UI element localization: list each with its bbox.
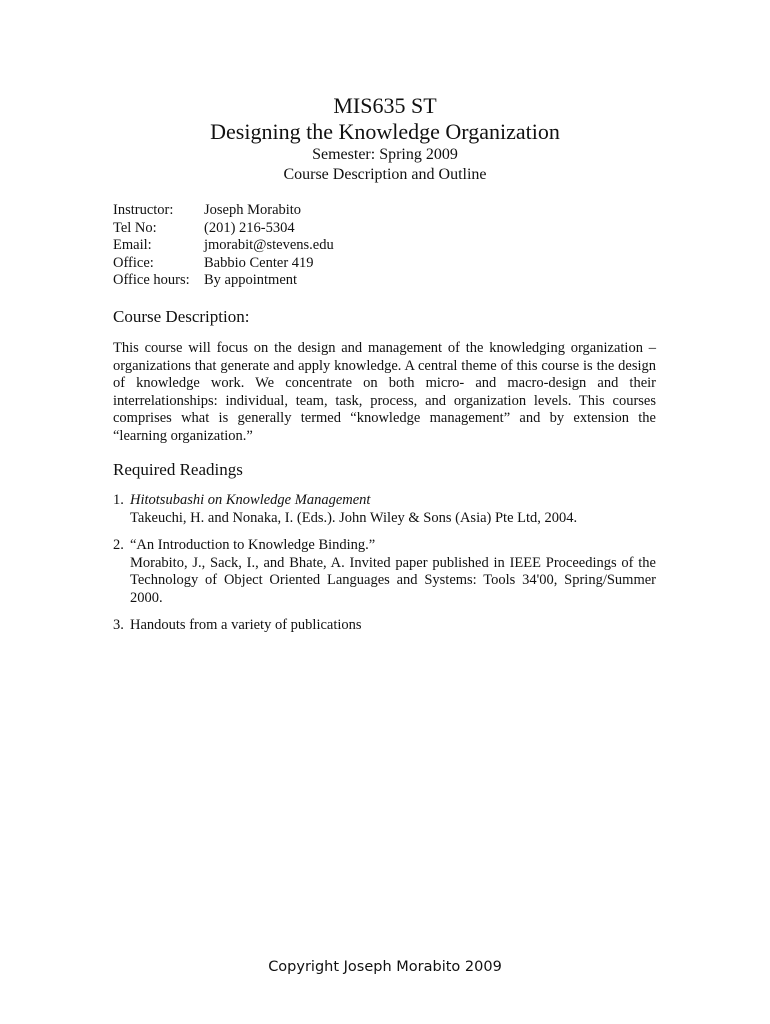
info-row-office-hours — [113, 272, 334, 290]
reading-title: “An Introduction to Knowledge Binding.” — [130, 537, 376, 553]
course-code: MIS635 ST — [333, 93, 437, 118]
reading-body — [130, 537, 656, 607]
document-subtitle: Course Description and Outline — [283, 166, 487, 183]
reading-detail: Morabito, J., Sack, I., and Bhate, A. Invited paper published in IEEE Proceedings of the Technology of Object Oriented Languages and Systems: Tools 34'00, Spring/Summer 2000. — [130, 554, 656, 606]
info-value: jmorabit@stevens.edu — [204, 237, 334, 253]
reading-item — [113, 617, 656, 635]
reading-detail: Takeuchi, H. and Nonaka, I. (Eds.). John Wiley & Sons (Asia) Pte Ltd, 2004. — [130, 509, 578, 526]
course-title: Designing the Knowledge Organization — [210, 119, 560, 144]
info-row-office — [113, 255, 334, 273]
info-value: Babbio Center 419 — [204, 254, 314, 271]
info-row-tel — [113, 220, 334, 238]
info-value: Joseph Morabito — [204, 202, 302, 218]
required-readings-list — [113, 492, 656, 645]
info-label: Tel No: — [113, 219, 157, 236]
reading-number: 1. — [113, 492, 124, 508]
course-description-text: This course will focus on the design and management of the knowledging organization – organizations that generate and apply knowledge. A central theme of this course is the design of knowledge work. We concentrate on both micro- and macro-design and their interrelationships: individual, team, task, process, and organization levels. This courses comprises what is generally termed “knowledge management” and by extension the “learning organization.” — [113, 340, 656, 444]
reading-title: Handouts from a variety of publications — [130, 617, 362, 633]
info-label: Instructor: — [113, 202, 174, 218]
semester-line: Semester: Spring 2009 — [312, 146, 458, 163]
document-header — [0, 93, 770, 185]
info-row-email — [113, 237, 334, 255]
reading-item — [113, 537, 656, 607]
reading-body — [130, 492, 656, 527]
reading-item — [113, 492, 656, 527]
reading-number: 3. — [113, 617, 124, 633]
info-value: By appointment — [204, 272, 298, 288]
instructor-info — [113, 202, 334, 290]
info-label: Email: — [113, 237, 152, 253]
copyright-footer: Copyright Joseph Morabito 2009 — [268, 959, 502, 975]
info-label: Office: — [113, 254, 154, 271]
required-readings-heading: Required Readings — [113, 460, 243, 479]
info-label: Office hours: — [113, 272, 190, 288]
info-value: (201) 216-5304 — [204, 219, 295, 236]
info-row-instructor — [113, 202, 334, 220]
reading-body — [130, 617, 656, 635]
reading-number: 2. — [113, 537, 124, 553]
course-description-heading: Course Description: — [113, 307, 250, 326]
reading-title: Hitotsubashi on Knowledge Management — [130, 492, 371, 508]
